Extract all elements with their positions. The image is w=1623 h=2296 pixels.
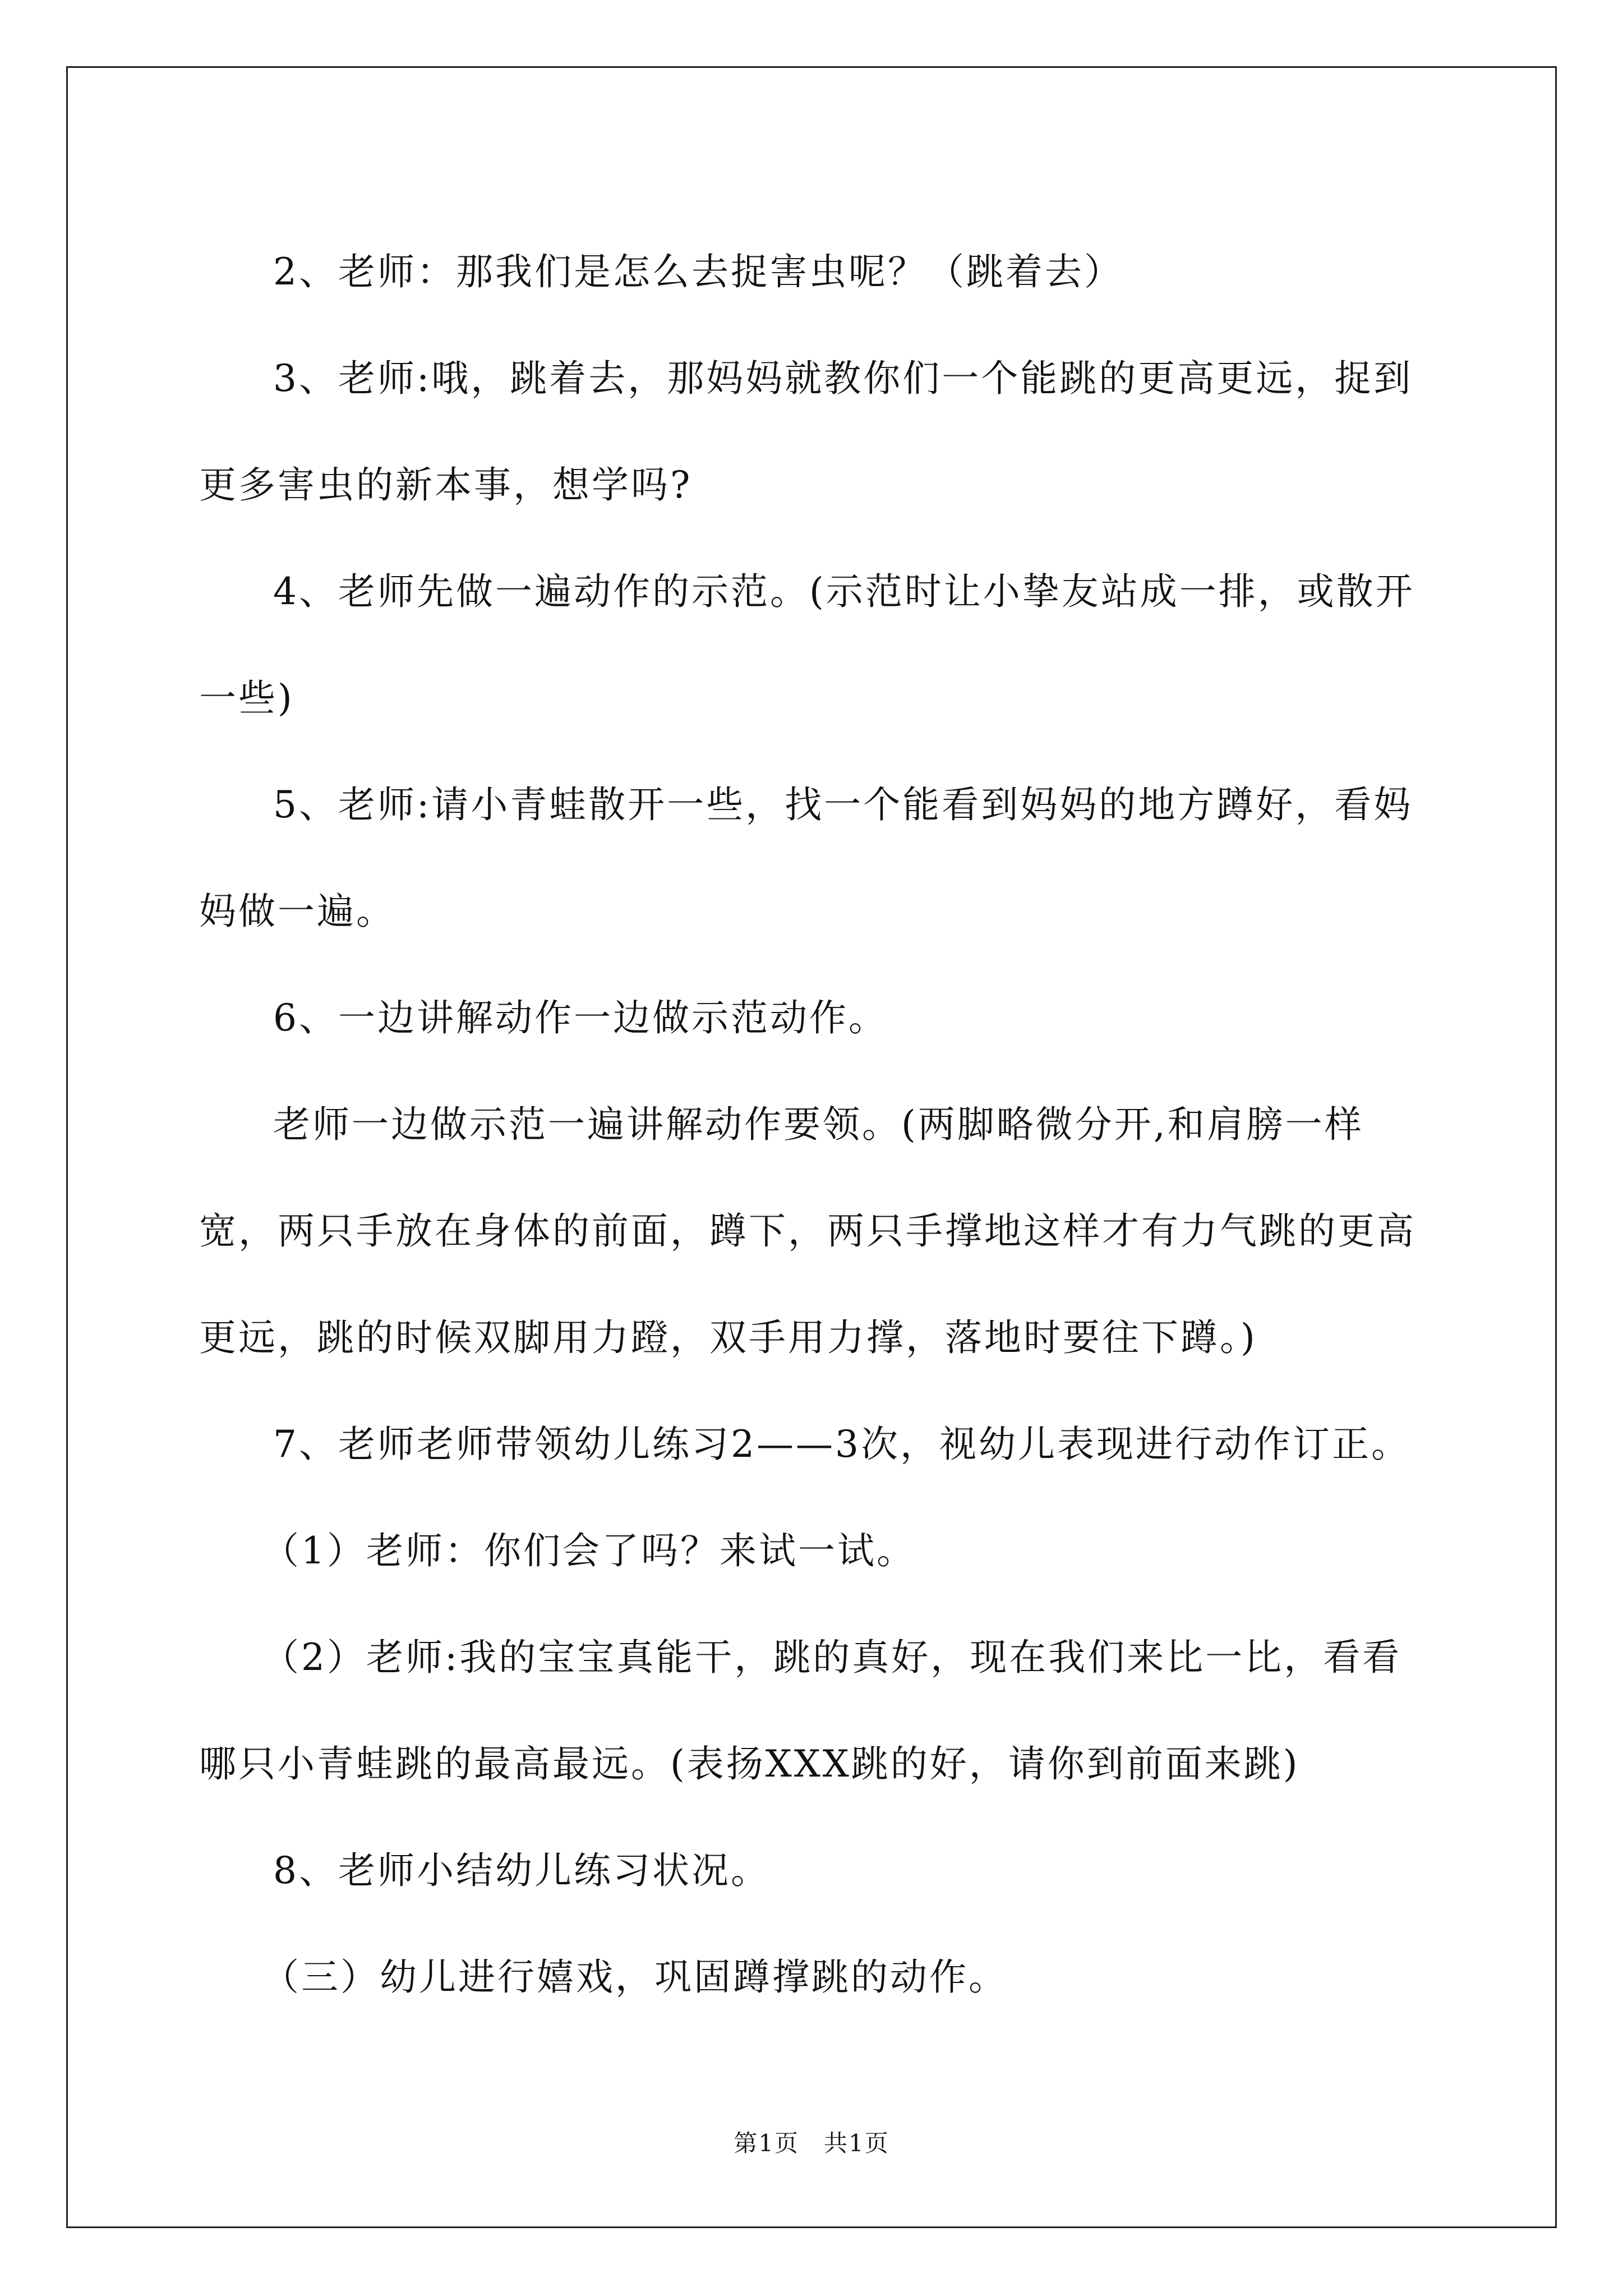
paragraph-substep-1: （1）老师：你们会了吗？来试一试。 [262,1529,916,1572]
paragraph-step-5: 5、老师:请小青蛙散开一些，找一个能看到妈妈的地方蹲好，看妈妈做一遍。 [199,783,1413,933]
paragraph-step-2: 2、老师：那我们是怎么去捉害虫呢？（跳着去） [273,250,1123,293]
paragraph-demo-explanation: 老师一边做示范一遍讲解动作要领。(两脚略微分开,和肩膀一样宽，两只手放在身体的前面，蹲下，两只手撑地这样才有力气跳的更高更远，跳的时候双脚用力蹬，双手用力撑，落地时要往下蹲。) [199,1103,1416,1359]
document-body [199,219,1433,2031]
paragraph-step-6: 6、一边讲解动作一边做示范动作。 [273,996,888,1039]
page-footer: 第1页 共1页 [734,2129,889,2157]
paragraph-section-3: （三）幼儿进行嬉戏，巩固蹲撑跳的动作。 [262,1955,1008,1999]
paragraph-substep-2: （2）老师:我的宝宝真能干，跳的真好，现在我们来比一比，看看哪只小青蛙跳的最高最远。(表扬XXX跳的好，请你到前面来跳) [199,1636,1402,1786]
paragraph-step-4: 4、老师先做一遍动作的示范。(示范时让小挚友站成一排，或散开一些) [199,570,1415,720]
paragraph-step-8: 8、老师小结幼儿练习状况。 [273,1849,770,1892]
paragraph-step-3: 3、老师:哦，跳着去，那妈妈就教你们一个能跳的更高更远，捉到更多害虫的新本事，想学吗? [199,357,1413,507]
paragraph-step-7: 7、老师老师带领幼儿练习2——3次，视幼儿表现进行动作订正。 [273,1423,1410,1466]
